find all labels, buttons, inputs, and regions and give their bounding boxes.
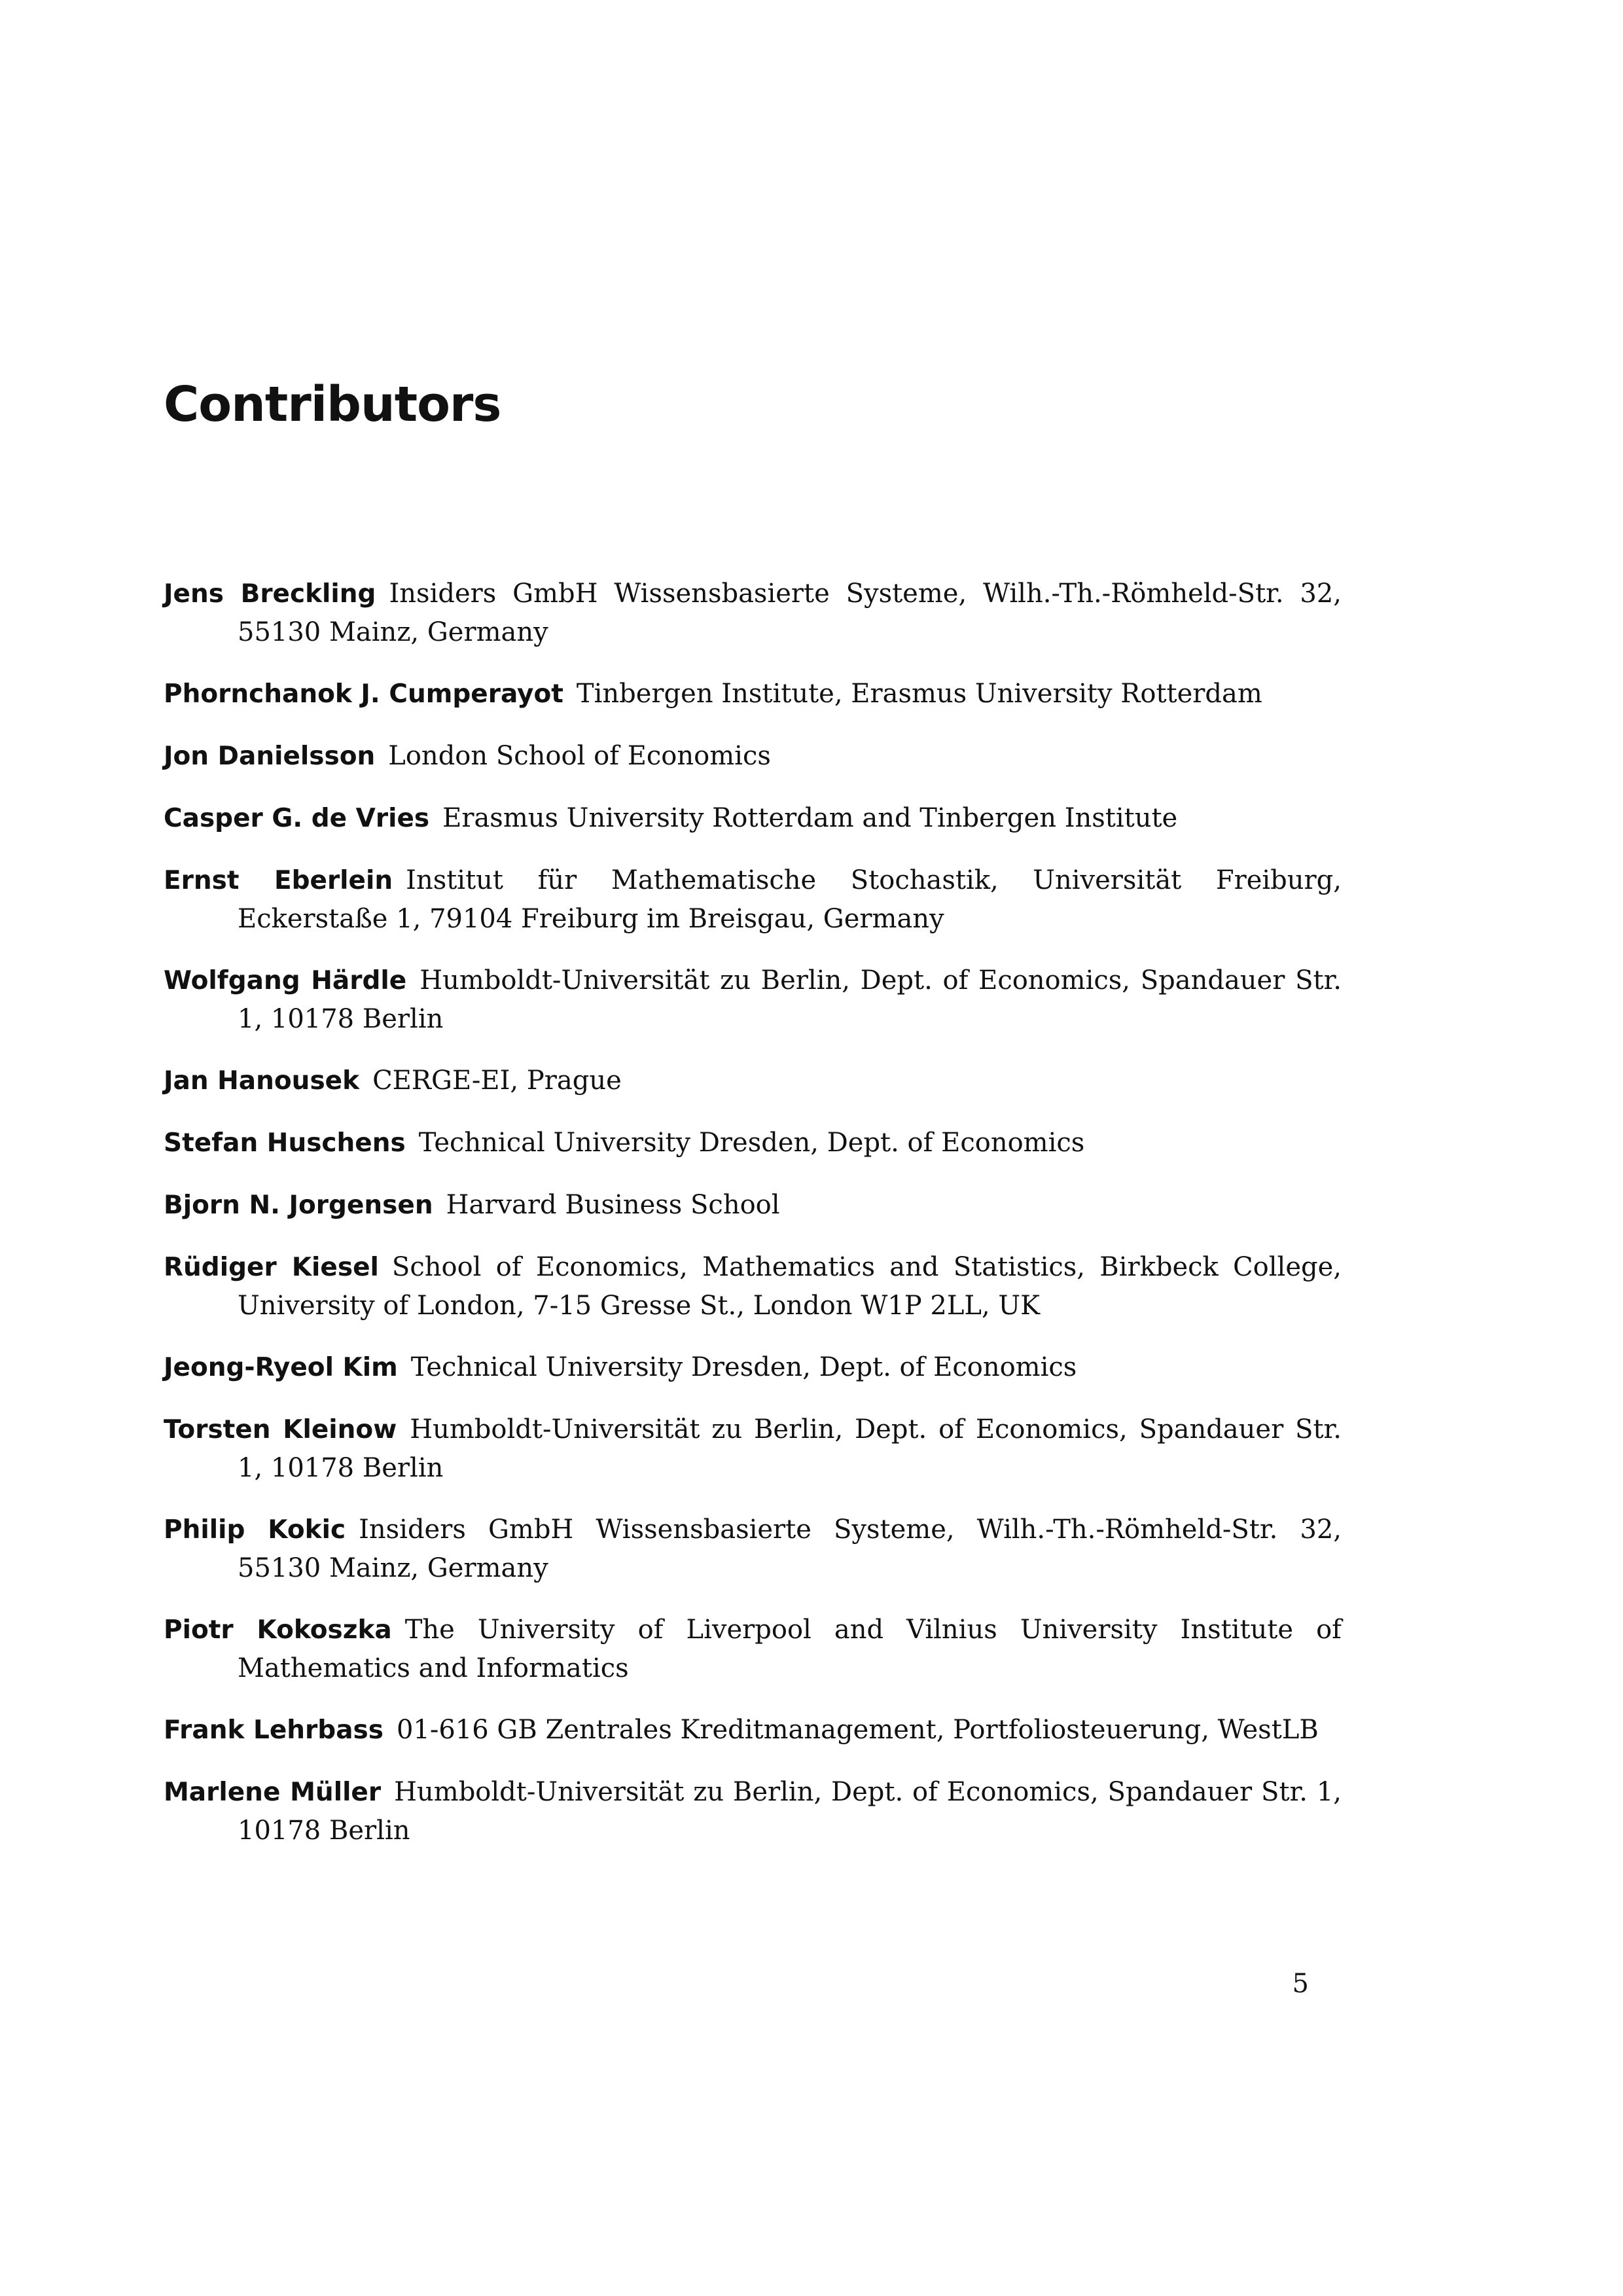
contributor-name: Jon Danielsson (164, 742, 376, 771)
page-title: Contributors (164, 376, 501, 433)
contributor-name: Torsten Kleinow (164, 1415, 397, 1444)
contributor-entry (164, 1611, 1342, 1687)
contributor-entry (164, 737, 1342, 776)
contributor-entry (164, 1511, 1342, 1587)
contributor-name: Philip Kokic (164, 1515, 346, 1545)
contributor-entry (164, 1711, 1342, 1749)
page-number: 5 (1292, 1969, 1309, 1999)
contributor-name: Piotr Kokoszka (164, 1615, 392, 1645)
contributor-affiliation: 01-616 GB Zentrales Kreditmanagement, Portfoliosteuerung, WestLB (396, 1715, 1319, 1745)
contributor-entry (164, 799, 1342, 838)
contributor-entry (164, 1773, 1342, 1850)
contributor-affiliation: Technical University Dresden, Dept. of Economics (418, 1128, 1085, 1158)
contributor-name: Stefan Huschens (164, 1128, 406, 1158)
contributor-name: Ernst Eberlein (164, 866, 393, 895)
contributor-entry (164, 1124, 1342, 1162)
contributor-entry (164, 1062, 1342, 1100)
contributor-affiliation: Humboldt-Universität zu Berlin, Dept. of Economics, Spandauer Str. 1, 10178 Berlin (238, 1777, 1342, 1846)
contributor-entry (164, 1348, 1342, 1387)
contributor-affiliation: The University of Liverpool and Vilnius University Institute of Mathematics and Informatics (238, 1615, 1342, 1683)
contributor-name: Rüdiger Kiesel (164, 1253, 379, 1282)
contributor-entry (164, 1248, 1342, 1325)
contributor-affiliation: School of Economics, Mathematics and Statistics, Birkbeck College, University of London, 7-15 Gresse St., London W1P 2LL, UK (238, 1252, 1342, 1321)
contributor-affiliation: London School of Economics (388, 741, 771, 771)
contributor-name: Jeong-Ryeol Kim (164, 1353, 398, 1382)
contributor-affiliation: Humboldt-Universität zu Berlin, Dept. of Economics, Spandauer Str. 1, 10178 Berlin (238, 965, 1342, 1034)
contributor-affiliation: Insiders GmbH Wissensbasierte Systeme, Wilh.-Th.-Römheld-Str. 32, 55130 Mainz, Germany (238, 579, 1342, 647)
contributor-affiliation: Insiders GmbH Wissensbasierte Systeme, Wilh.-Th.-Römheld-Str. 32, 55130 Mainz, Germany (238, 1515, 1342, 1583)
contributor-name: Phornchanok J. Cumperayot (164, 679, 563, 709)
contributor-name: Casper G. de Vries (164, 804, 430, 833)
contributor-list (164, 575, 1342, 1873)
contributor-entry (164, 575, 1342, 651)
contributor-name: Marlene Müller (164, 1778, 382, 1807)
contributor-affiliation: Institut für Mathematische Stochastik, Universität Freiburg, Eckerstaße 1, 79104 Freiburg im Breisgau, Germany (238, 865, 1342, 934)
contributor-entry (164, 1186, 1342, 1225)
contributor-affiliation: CERGE-EI, Prague (372, 1066, 622, 1096)
contributor-entry (164, 861, 1342, 938)
contributor-name: Jan Hanousek (164, 1066, 360, 1096)
contributor-affiliation: Harvard Business School (446, 1190, 780, 1220)
contributor-affiliation: Humboldt-Universität zu Berlin, Dept. of Economics, Spandauer Str. 1, 10178 Berlin (238, 1414, 1342, 1483)
contributor-name: Bjorn N. Jorgensen (164, 1191, 433, 1220)
contributor-affiliation: Technical University Dresden, Dept. of Economics (410, 1352, 1077, 1382)
contributor-affiliation: Tinbergen Institute, Erasmus University Rotterdam (576, 679, 1262, 709)
contributor-name: Jens Breckling (164, 579, 376, 609)
contributor-affiliation: Erasmus University Rotterdam and Tinbergen Institute (442, 803, 1178, 833)
contributor-name: Wolfgang Härdle (164, 966, 407, 996)
contributor-entry (164, 1410, 1342, 1487)
contributor-entry (164, 675, 1342, 713)
contributor-name: Frank Lehrbass (164, 1715, 383, 1745)
contributor-entry (164, 961, 1342, 1038)
